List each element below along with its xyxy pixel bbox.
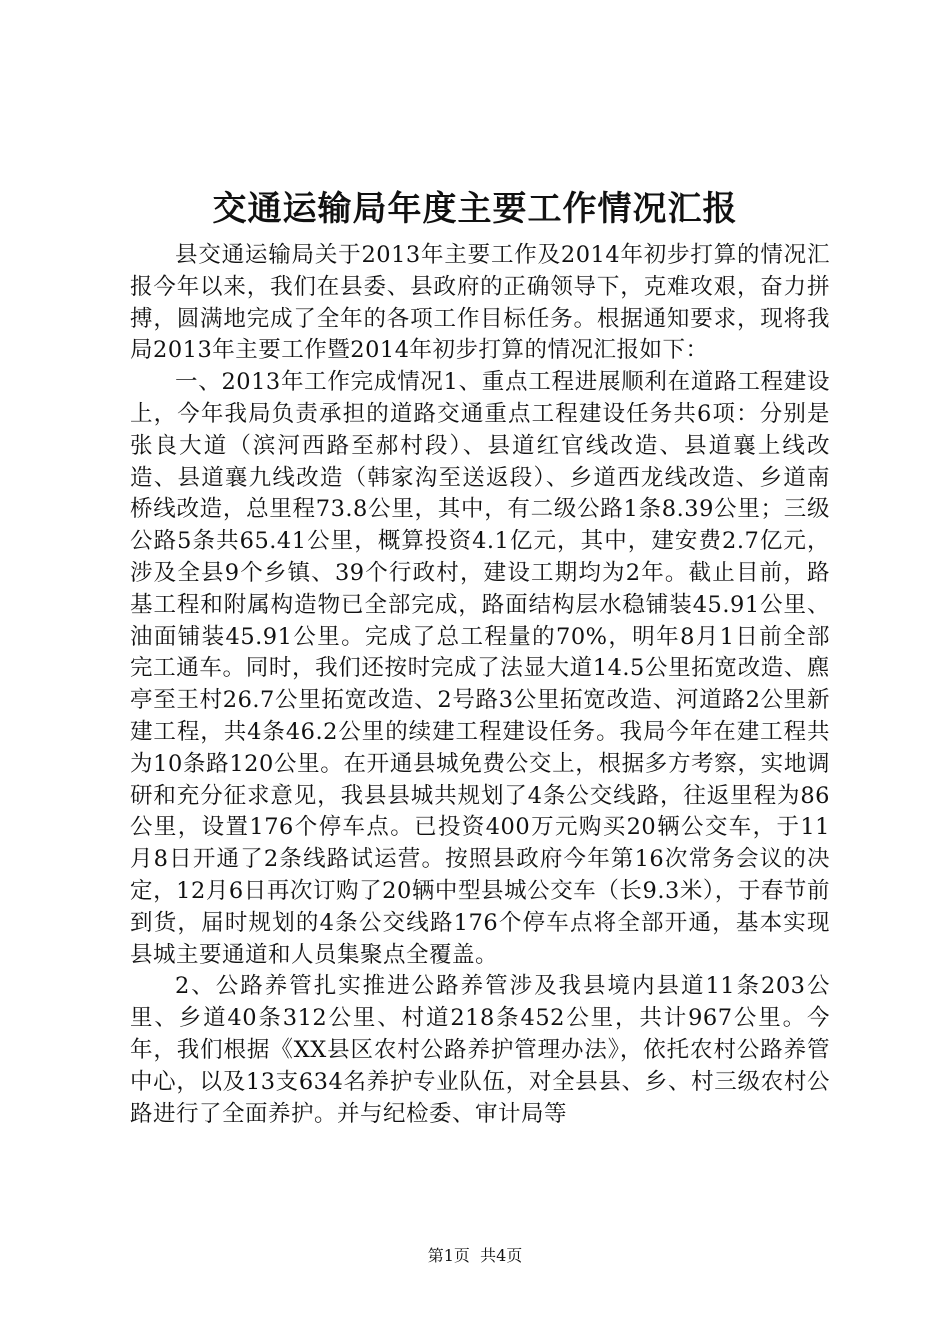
page-number: 第1页	[427, 1246, 470, 1265]
page-total: 共4页	[480, 1246, 523, 1265]
paragraph-intro: 县交通运输局关于2013年主要工作及2014年初步打算的情况汇报今年以来，我们在县委、县政府的正确领导下，克难攻艰，奋力拼搏，圆满地完成了全年的各项工作目标任务。根据通知要求，现将我局2013年主要工作暨2014年初步打算的情况汇报如下：	[130, 242, 830, 364]
paragraph-road-maintenance: 2、公路养管扎实推进公路养管涉及我县境内县道11条203公里、乡道40条312公里、村道218条452公里，共计967公里。今年，我们根据《XX县区农村公路养护管理办法》，依托农村公路养管中心，以及13支634名养护专业队伍，对全县县、乡、村三级农村公路进行了全面养护。并与纪检委、审计局等	[130, 973, 830, 1127]
page-footer	[0, 1245, 950, 1267]
paragraph-section-one: 一、2013年工作完成情况1、重点工程进展顺利在道路工程建设上，今年我局负责承担的道路交通重点工程建设任务共6项：分别是张良大道（滨河西路至郝村段）、县道红官线改造、县道襄上线改造、县道襄九线改造（韩家沟至送返段）、乡道西龙线改造、乡道南桥线改造，总里程73.8公里，其中，有二级公路1条8.39公里；三级公路5条共65.41公里，概算投资4.1亿元，其中，建安费2.7亿元，涉及全县9个乡镇、39个行政村，建设工期均为2年。截止目前，路基工程和附属构造物已全部完成，路面结构层水稳铺装45.91公里、油面铺装45.91公里。完成了总工程量的70%，明年8月1日前全部完工通车。同时，我们还按时完成了法显大道14.5公里拓宽改造、麃亭至王村26.7公里拓宽改造、2号路3公里拓宽改造、河道路2公里新建工程，共4条46.2公里的续建工程建设任务。我局今年在建工程共为10条路120公里。在开通县城免费公交上，根据多方考察，实地调研和充分征求意见，我县县城共规划了4条公交线路，往返里程为86公里，设置176个停车点。已投资400万元购买20辆公交车，于11月8日开通了2条线路试运营。按照县政府今年第16次常务会议的决定，12月6日再次订购了20辆中型县城公交车（长9.3米），于春节前到货，届时规划的4条公交线路176个停车点将全部开通，基本实现县城主要通道和人员集聚点全覆盖。	[130, 369, 830, 968]
document-title: 交通运输局年度主要工作情况汇报	[212, 189, 738, 229]
footer-separator	[470, 1246, 480, 1265]
document-body	[130, 240, 830, 1130]
